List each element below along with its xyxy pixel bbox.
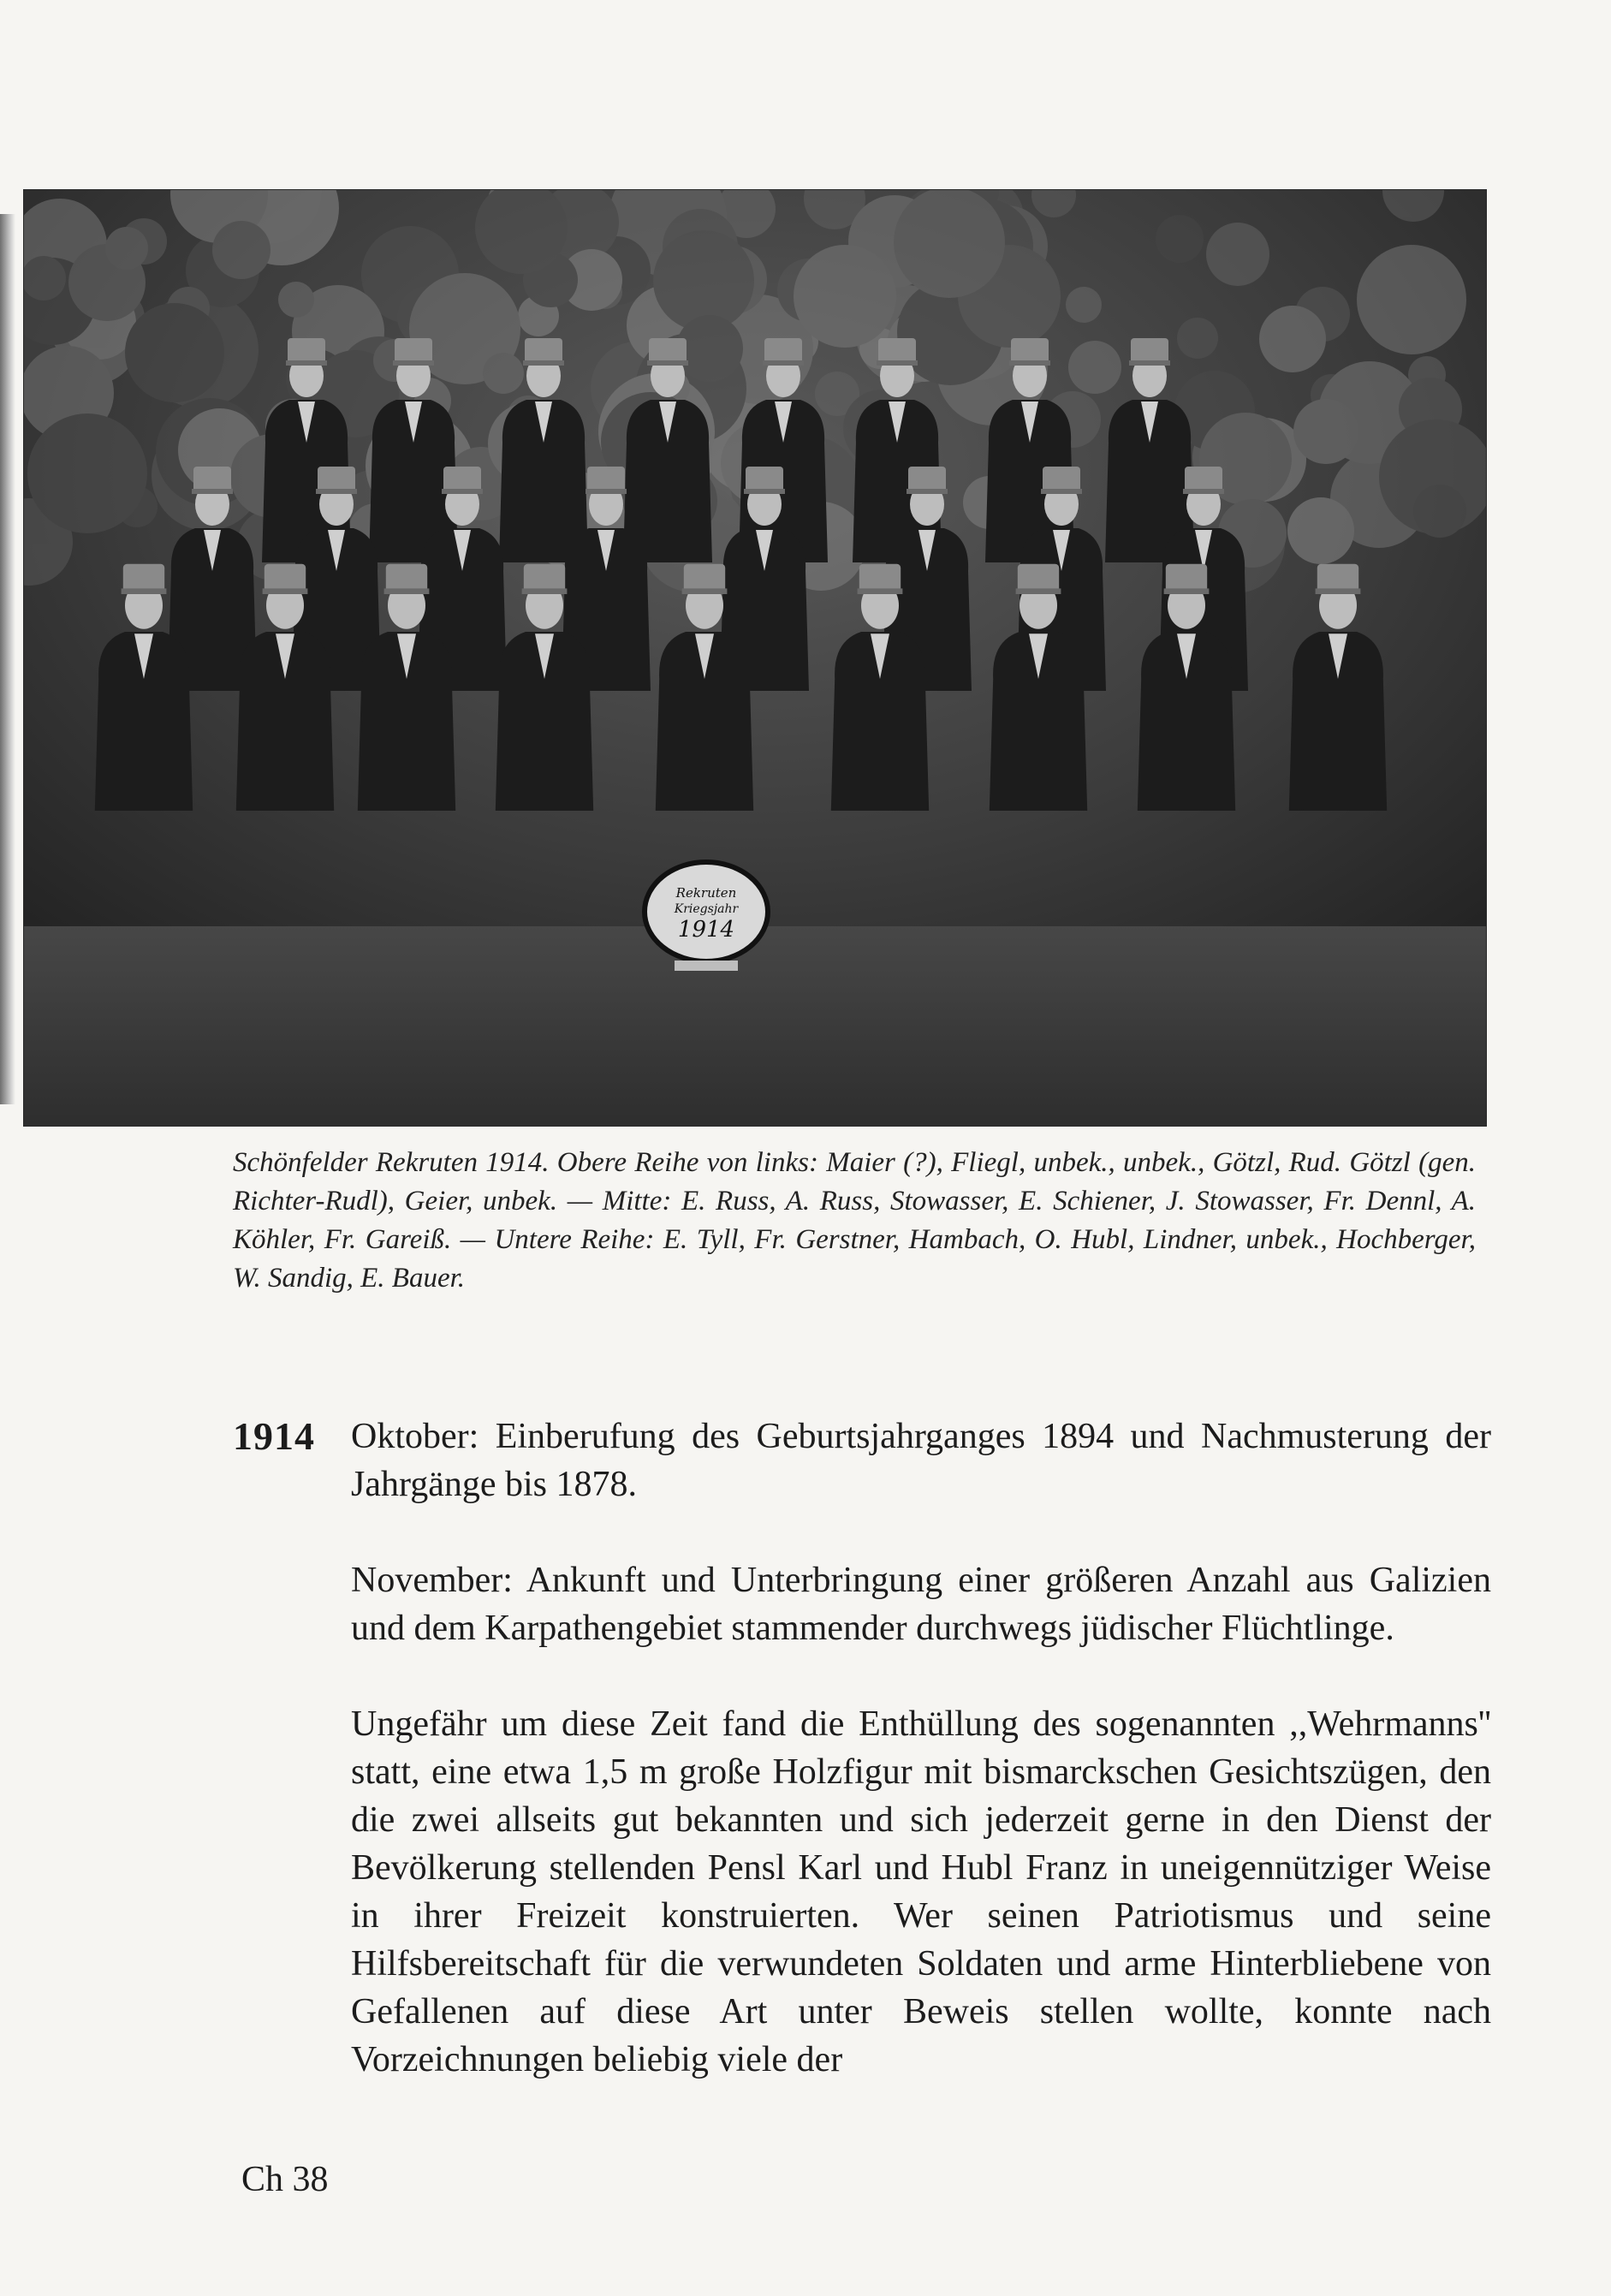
barrel-sign-line-3: 1914 xyxy=(677,917,735,943)
foliage-blob xyxy=(278,282,314,318)
foliage-blob xyxy=(1287,497,1354,564)
foliage-blob xyxy=(1259,306,1326,372)
page-gutter-shadow xyxy=(0,214,15,1104)
foliage-blob xyxy=(1068,341,1121,394)
foliage-blob xyxy=(27,413,147,533)
photo-caption: Schönfelder Rekruten 1914. Obere Reihe von links: Maier (?), Fliegl, unbek., unbek., Götzl, Rud. Götzl (gen. Richter-Rudl), Geier, unbek. — Mitte: E. Russ, A. Russ, Stowasser, E. Schiener, J. Stowasser, Fr. Dennl, A. Köhler, Fr. Gareiß. — Untere Reihe: E. Tyll, Fr. Gerstner, Hambach, O. Hubl, Lindner, unbek., Hochberger, W. Sandig, E. Bauer. xyxy=(233,1147,1476,1294)
entry-paragraph: November: Ankunft und Unterbringung einer größeren Anzahl aus Galizien und dem Karpathengebiet stammender durchwegs jüdischer Flüchtlinge. xyxy=(351,1561,1491,1648)
foliage-blob xyxy=(1066,287,1102,323)
foliage-blob xyxy=(894,190,1005,298)
foliage-blob xyxy=(105,227,148,270)
barrel-sign-line-1: Rekruten xyxy=(675,885,737,901)
entry-paragraph: Ungefähr um diese Zeit fand die Enthüllung des sogenannten ,,Wehrmanns'' statt, eine etwa 1,5 m große Holzfigur mit bismarckschen Gesichtszügen, den die zwei allseits gut bekannten und sich jederzeit gerne in den Dienst der Bevölkerung stellenden Pensl Karl und Hubl Franz in uneigennütziger Weise in ihrer Freizeit konstruierten. Wer seinen Patriotismus und seine Hilfsbereitschaft für die verwundeten Soldaten und arme Hinterbliebene von Gefallenen auf diese Art unter Beweis stellen wollte, konnte nach Vorzeichnungen beliebig viele der xyxy=(351,1704,1491,2079)
entry-paragraph: Oktober: Einberufung des Geburtsjahrganges 1894 und Nachmusterung der Jahrgänge bis 1878. xyxy=(351,1417,1491,1504)
foliage-blob xyxy=(483,353,524,394)
page-number: Ch 38 xyxy=(241,2160,329,2199)
entry-year: 1914 xyxy=(233,1414,315,1458)
group-photograph xyxy=(24,190,1486,1126)
foliage-blob xyxy=(125,303,224,402)
foliage-blob xyxy=(1206,223,1269,286)
foliage-blob xyxy=(1156,215,1204,263)
barrel-sign-line-2: Kriegsjahr xyxy=(674,902,739,916)
entry-text xyxy=(351,1413,1491,2132)
foliage-blob xyxy=(1293,399,1358,464)
foliage-blob xyxy=(1357,245,1466,354)
foliage-blob xyxy=(212,221,270,279)
foliage-blob xyxy=(794,245,896,348)
foliage-blob xyxy=(1177,318,1218,359)
foliage-blob xyxy=(1413,485,1466,538)
